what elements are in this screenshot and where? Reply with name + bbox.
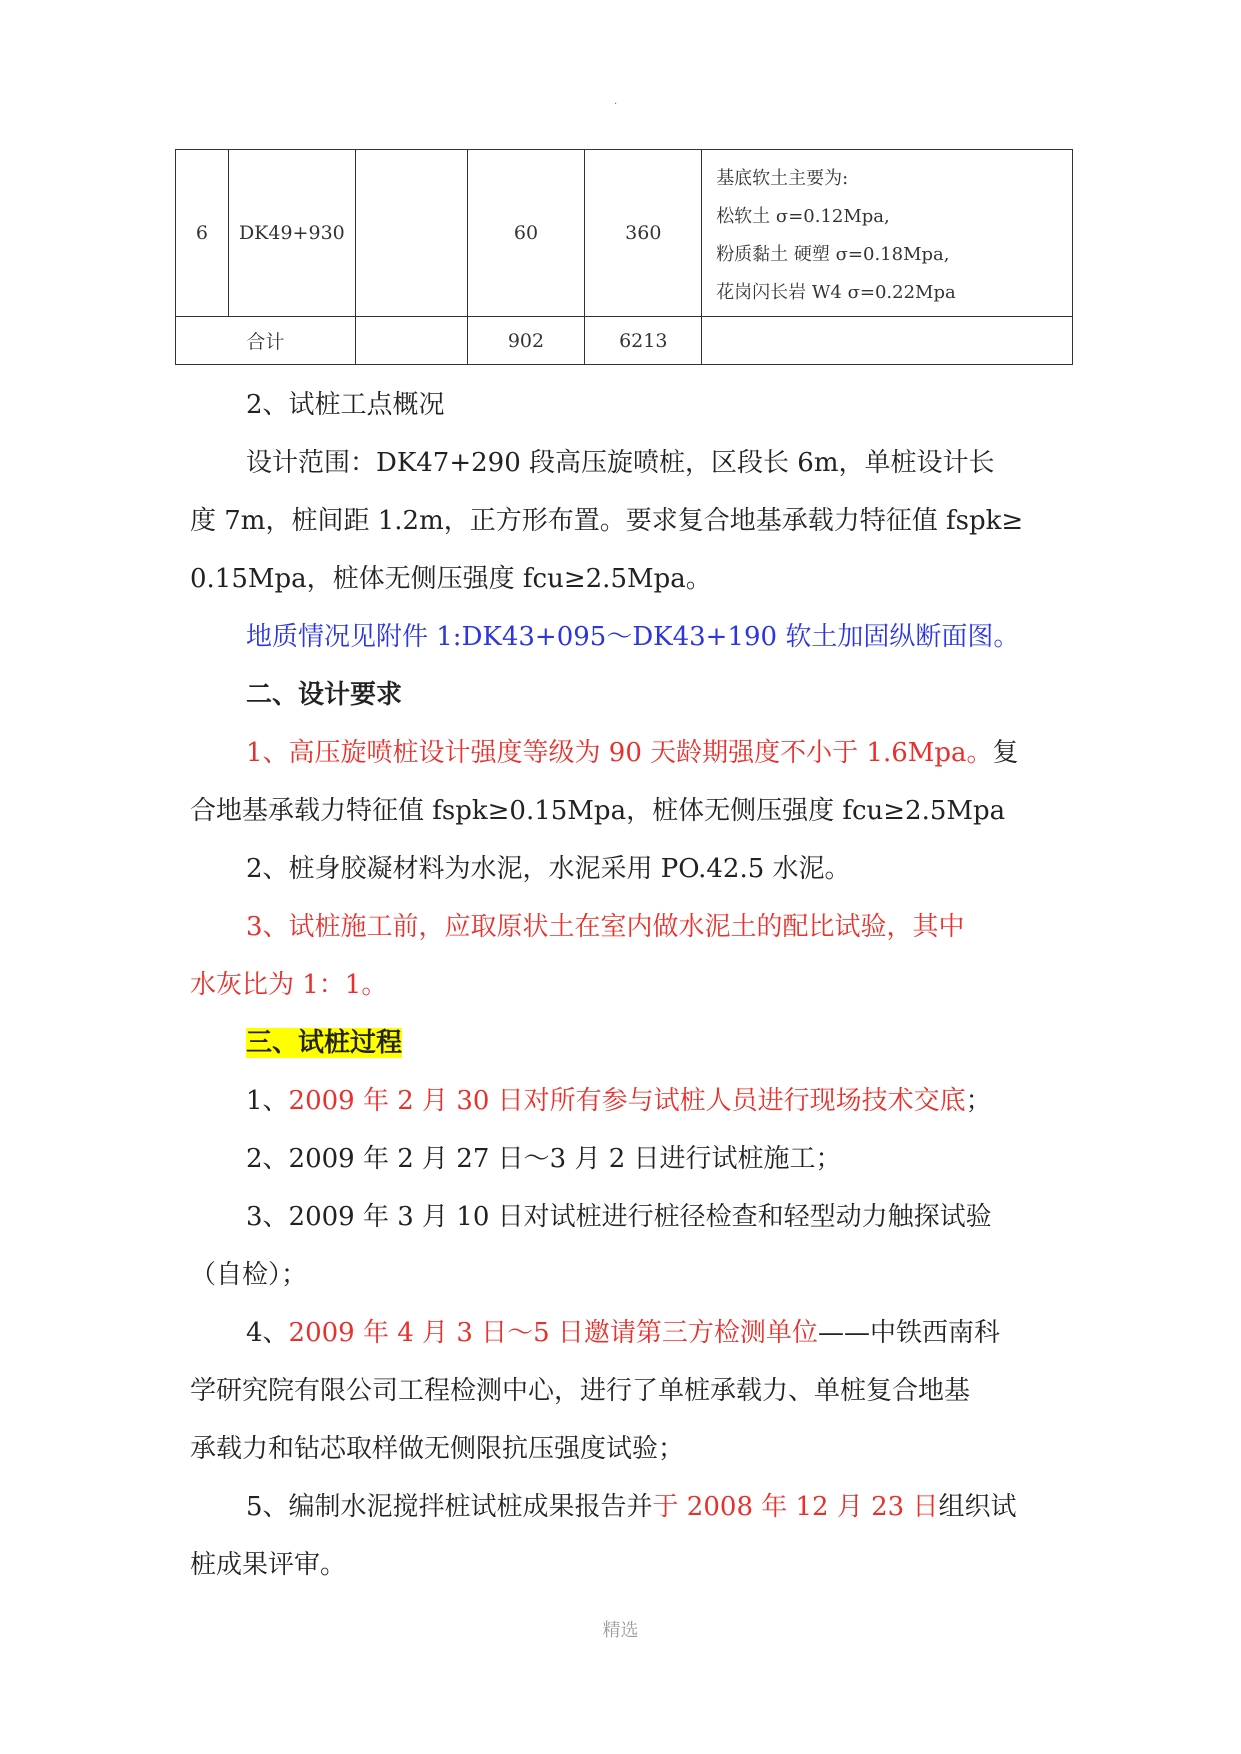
plain-text: 5、编制水泥搅拌桩试桩成果报告并: [246, 1492, 653, 1522]
cell-total-col5: 6213: [585, 317, 702, 365]
paragraph-line: 承载力和钻芯取样做无侧限抗压强度试验；: [190, 1434, 685, 1464]
cell-col3: [355, 150, 467, 317]
plain-text: ；: [965, 1086, 992, 1116]
plain-text: 1、: [246, 1086, 289, 1116]
section-heading: 二、设计要求: [246, 680, 403, 710]
note-line: 松软土 σ=0.12Mpa,: [716, 206, 890, 227]
plain-text: 组织试: [938, 1492, 1017, 1522]
plain-text: 4、: [246, 1318, 289, 1348]
cell-no: 6: [176, 150, 229, 317]
highlighted-heading: 三、试桩过程: [246, 1028, 403, 1058]
paragraph-line: [246, 732, 1019, 769]
paragraph-line: 3、试桩施工前，应取原状土在室内做水泥土的配比试验，其中: [246, 912, 965, 942]
paragraph-line: 2、桩身胶凝材料为水泥，水泥采用 PO.42.5 水泥。: [246, 854, 851, 884]
cell-mileage: DK49+930: [228, 150, 355, 317]
table-row-total: [176, 317, 1073, 365]
plain-text: 复: [992, 738, 1019, 768]
paragraph-line: 3、2009 年 3 月 10 日对试桩进行桩径检查和轻型动力触探试验: [246, 1202, 992, 1232]
paragraph-line: [246, 1312, 1000, 1349]
geology-link-line: 地质情况见附件 1:DK43+095～DK43+190 软土加固纵断面图。: [246, 622, 1020, 652]
note-line: 基底软土主要为:: [716, 168, 849, 189]
paragraph-line: （自检）；: [190, 1260, 308, 1290]
section-heading: 2、试桩工点概况: [246, 390, 445, 420]
paragraph-line: 学研究院有限公司工程检测中心，进行了单桩承载力、单桩复合地基: [190, 1376, 971, 1406]
paragraph-line: 水灰比为 1：1。: [190, 970, 388, 1000]
paragraph-line: 2、2009 年 2 月 27 日～3 月 2 日进行试桩施工；: [246, 1144, 842, 1174]
red-text: 于 2008 年 12 月 23 日: [652, 1492, 939, 1522]
plain-text: ——中铁西南科: [817, 1318, 1000, 1348]
cell-col5: 360: [585, 150, 702, 317]
summary-table: [175, 149, 1073, 365]
paragraph-line: 度 7m，桩间距 1.2m，正方形布置。要求复合地基承载力特征值 fspk≥: [190, 506, 1024, 536]
cell-notes: [702, 150, 1073, 317]
table-row: [176, 150, 1073, 317]
paragraph-line: 桩成果评审。: [190, 1550, 347, 1580]
paragraph-line: 合地基承载力特征值 fspk≥0.15Mpa，桩体无侧压强度 fcu≥2.5Mpa: [190, 796, 1006, 826]
cell-total-col4: 902: [467, 317, 585, 365]
section-heading: [246, 1022, 402, 1059]
red-text: 1、高压旋喷桩设计强度等级为 90 天龄期强度不小于 1.6Mpa。: [246, 738, 993, 768]
red-text: 2009 年 2 月 30 日对所有参与试桩人员进行现场技术交底: [288, 1086, 966, 1116]
footer-label: 精选: [602, 1620, 639, 1641]
paragraph-line: 设计范围：DK47+290 段高压旋喷桩，区段长 6m，单桩设计长: [246, 448, 995, 478]
cell-total-col3: [355, 317, 467, 365]
paragraph-line: 0.15Mpa，桩体无侧压强度 fcu≥2.5Mpa。: [190, 564, 712, 594]
cell-col4: 60: [467, 150, 585, 317]
red-text: 2009 年 4 月 3 日～5 日邀请第三方检测单位: [288, 1318, 818, 1348]
cell-total-label: 合计: [176, 317, 356, 365]
note-line: 花岗闪长岩 W4 σ=0.22Mpa: [716, 282, 956, 303]
cell-total-notes: [702, 317, 1073, 365]
note-line: 粉质黏土 硬塑 σ=0.18Mpa,: [716, 244, 950, 265]
header-mark: .: [614, 96, 618, 107]
paragraph-line: [246, 1486, 1017, 1523]
paragraph-line: [246, 1080, 992, 1117]
